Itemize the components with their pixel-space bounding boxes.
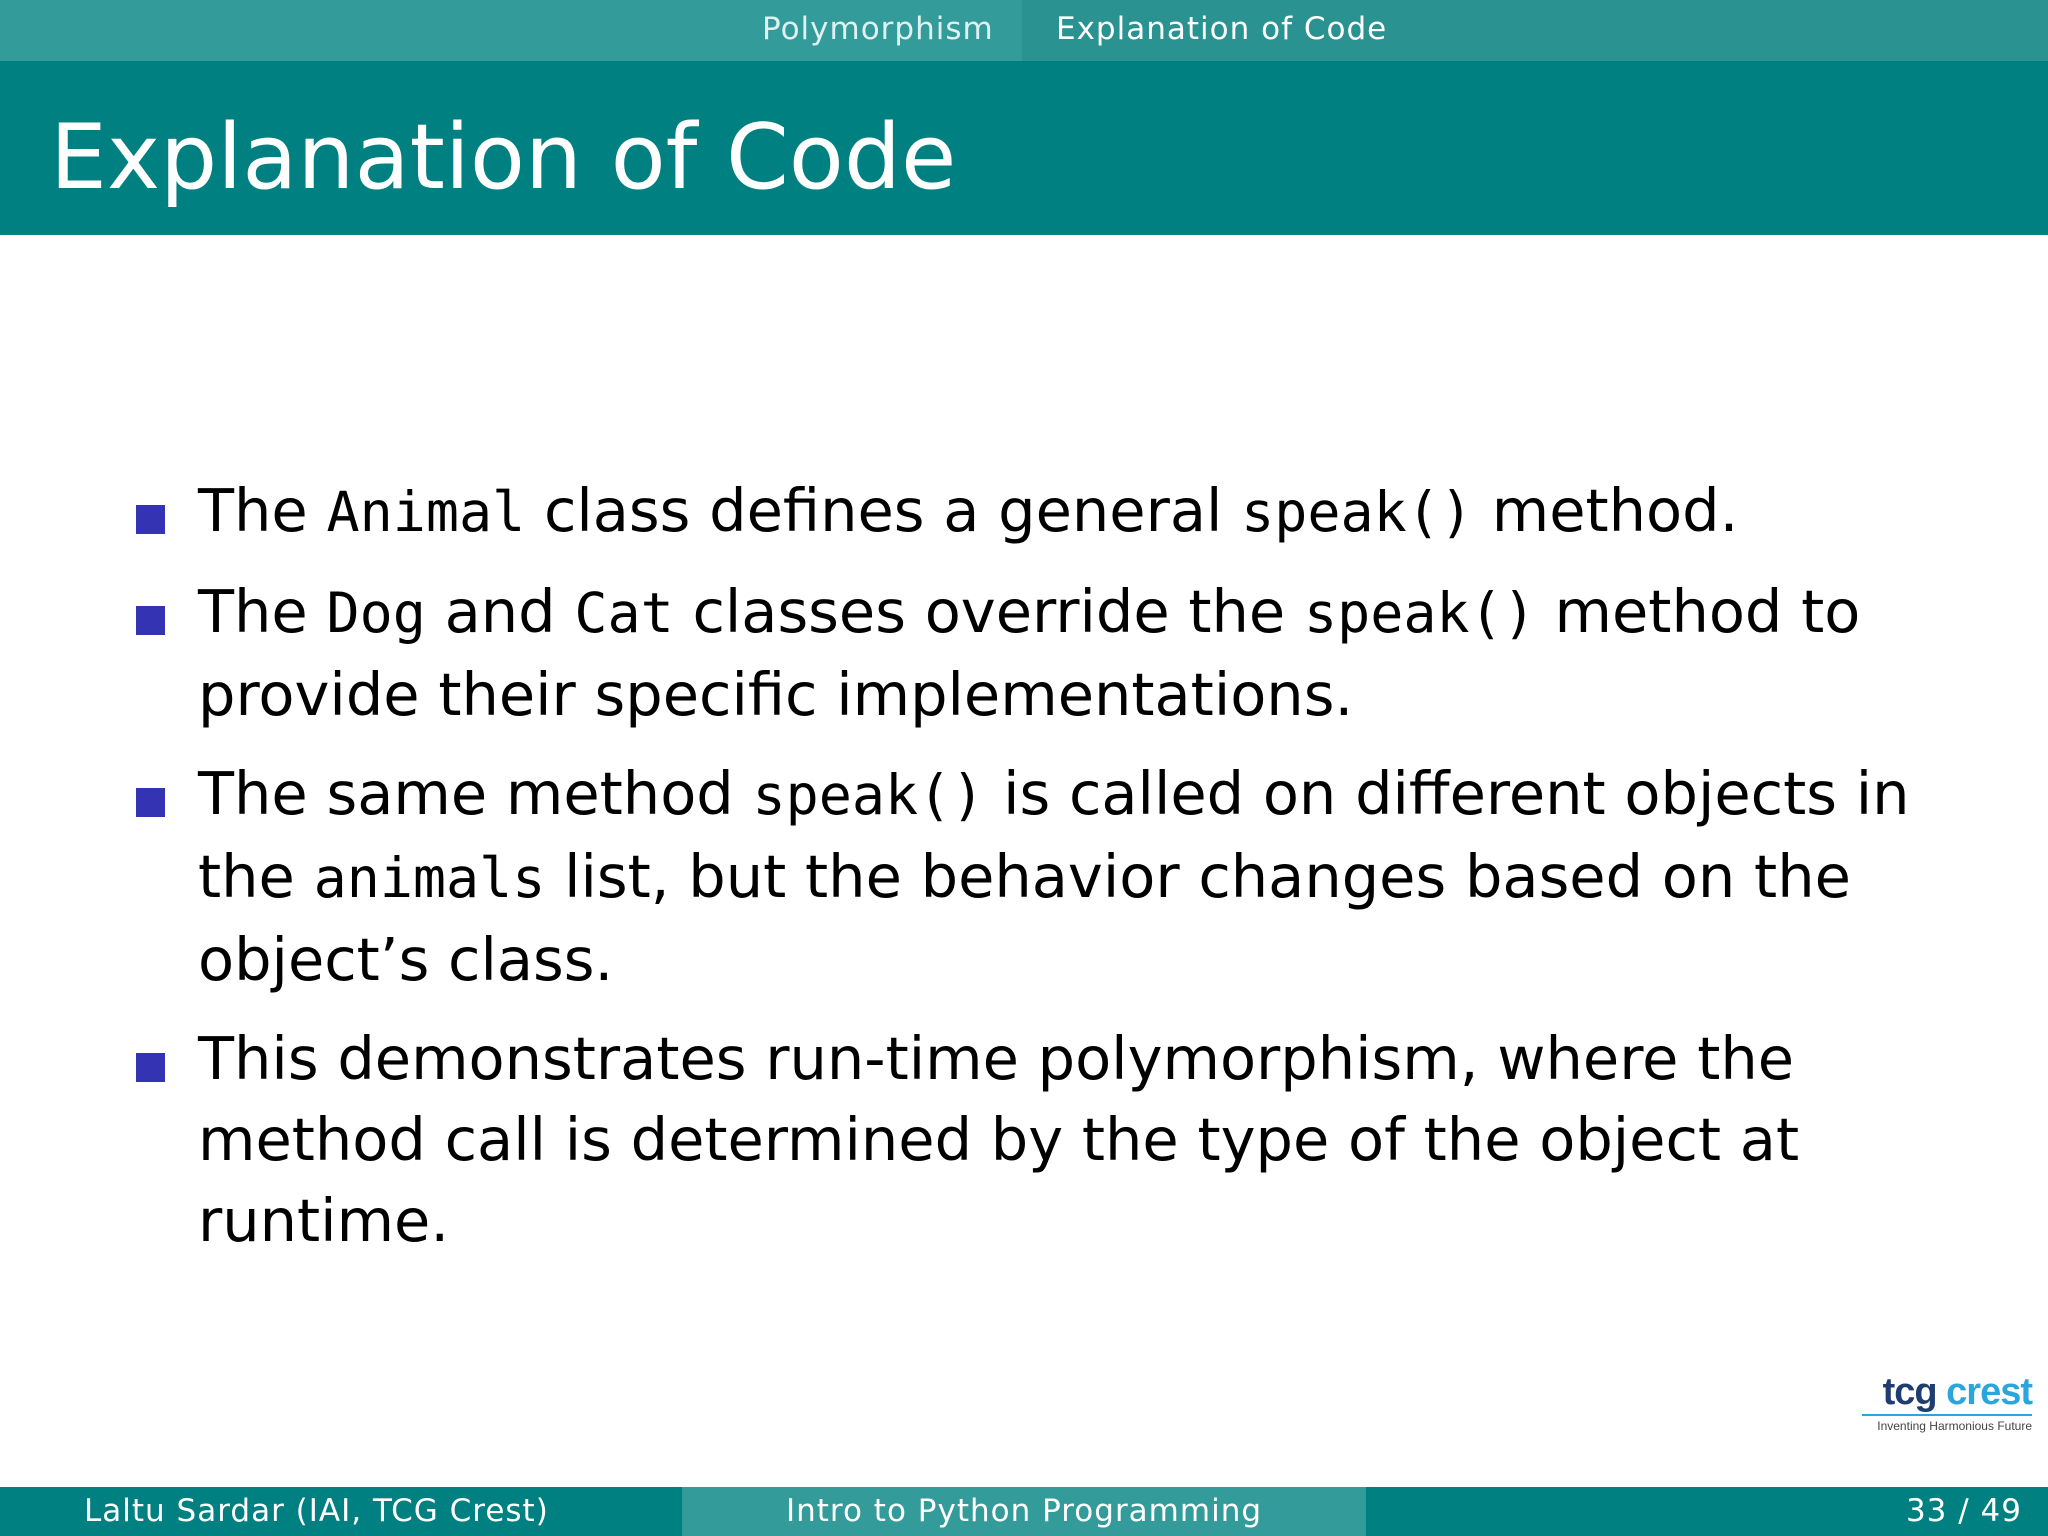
bullet-text: and (425, 577, 575, 646)
bullet-list (0, 470, 2048, 1279)
bullet-item (0, 571, 2048, 735)
footer-bar (0, 1487, 2048, 1536)
logo-name-part1: tcg (1882, 1371, 1937, 1413)
top-navigation-bar (0, 0, 2048, 61)
title-bar (0, 61, 2048, 235)
bullet-text: classes override the (673, 577, 1304, 646)
bullet-text: method. (1472, 476, 1739, 545)
bullet-item (0, 470, 2048, 553)
bullet-square-icon (136, 505, 165, 534)
bullet-text: list, but the behavior changes based on the object’s class. (198, 842, 1851, 994)
logo-divider (1862, 1414, 2032, 1416)
nav-section-link[interactable]: Polymorphism (762, 11, 994, 47)
inline-code: speak() (1303, 581, 1536, 645)
inline-code: Dog (326, 581, 426, 645)
logo-tagline: Inventing Harmonious Future (1877, 1419, 2032, 1433)
footer-page-segment (1366, 1487, 2048, 1536)
bullet-text: The (198, 577, 327, 646)
bullet-item (0, 1018, 2048, 1261)
slide-title: Explanation of Code (50, 105, 957, 210)
footer-title-segment (682, 1487, 1366, 1536)
footer-author-segment (0, 1487, 682, 1536)
logo-wordmark (1862, 1372, 2032, 1412)
bullet-text: class defines a general (525, 476, 1242, 545)
bullet-item (0, 753, 2048, 1000)
tcg-crest-logo (1862, 1372, 2032, 1433)
inline-code: Animal (326, 480, 526, 544)
inline-code: animals (313, 846, 546, 910)
inline-code: Cat (574, 581, 674, 645)
inline-code: speak() (1241, 480, 1473, 544)
footer-author: Laltu Sardar (IAI, TCG Crest) (84, 1493, 549, 1529)
bullet-square-icon (136, 788, 165, 817)
nav-subsection-link[interactable]: Explanation of Code (1056, 11, 1388, 47)
bullet-text: method to provide their specific implementations. (198, 577, 1861, 729)
bullet-square-icon (136, 606, 165, 635)
logo-name-part2: crest (1946, 1371, 2032, 1413)
inline-code: speak() (752, 763, 985, 827)
bullet-text: is called on different objects in the (198, 759, 1910, 911)
bullet-text: The same method (198, 759, 753, 828)
footer-title: Intro to Python Programming (785, 1493, 1263, 1529)
bullet-text: This demonstrates run-time polymorphism, where the method call is determined by the type of the object at runtime. (198, 1024, 1800, 1255)
bullet-text: The (198, 476, 327, 545)
page-number: 33 / 49 (1905, 1493, 2022, 1529)
bullet-square-icon (136, 1053, 165, 1082)
